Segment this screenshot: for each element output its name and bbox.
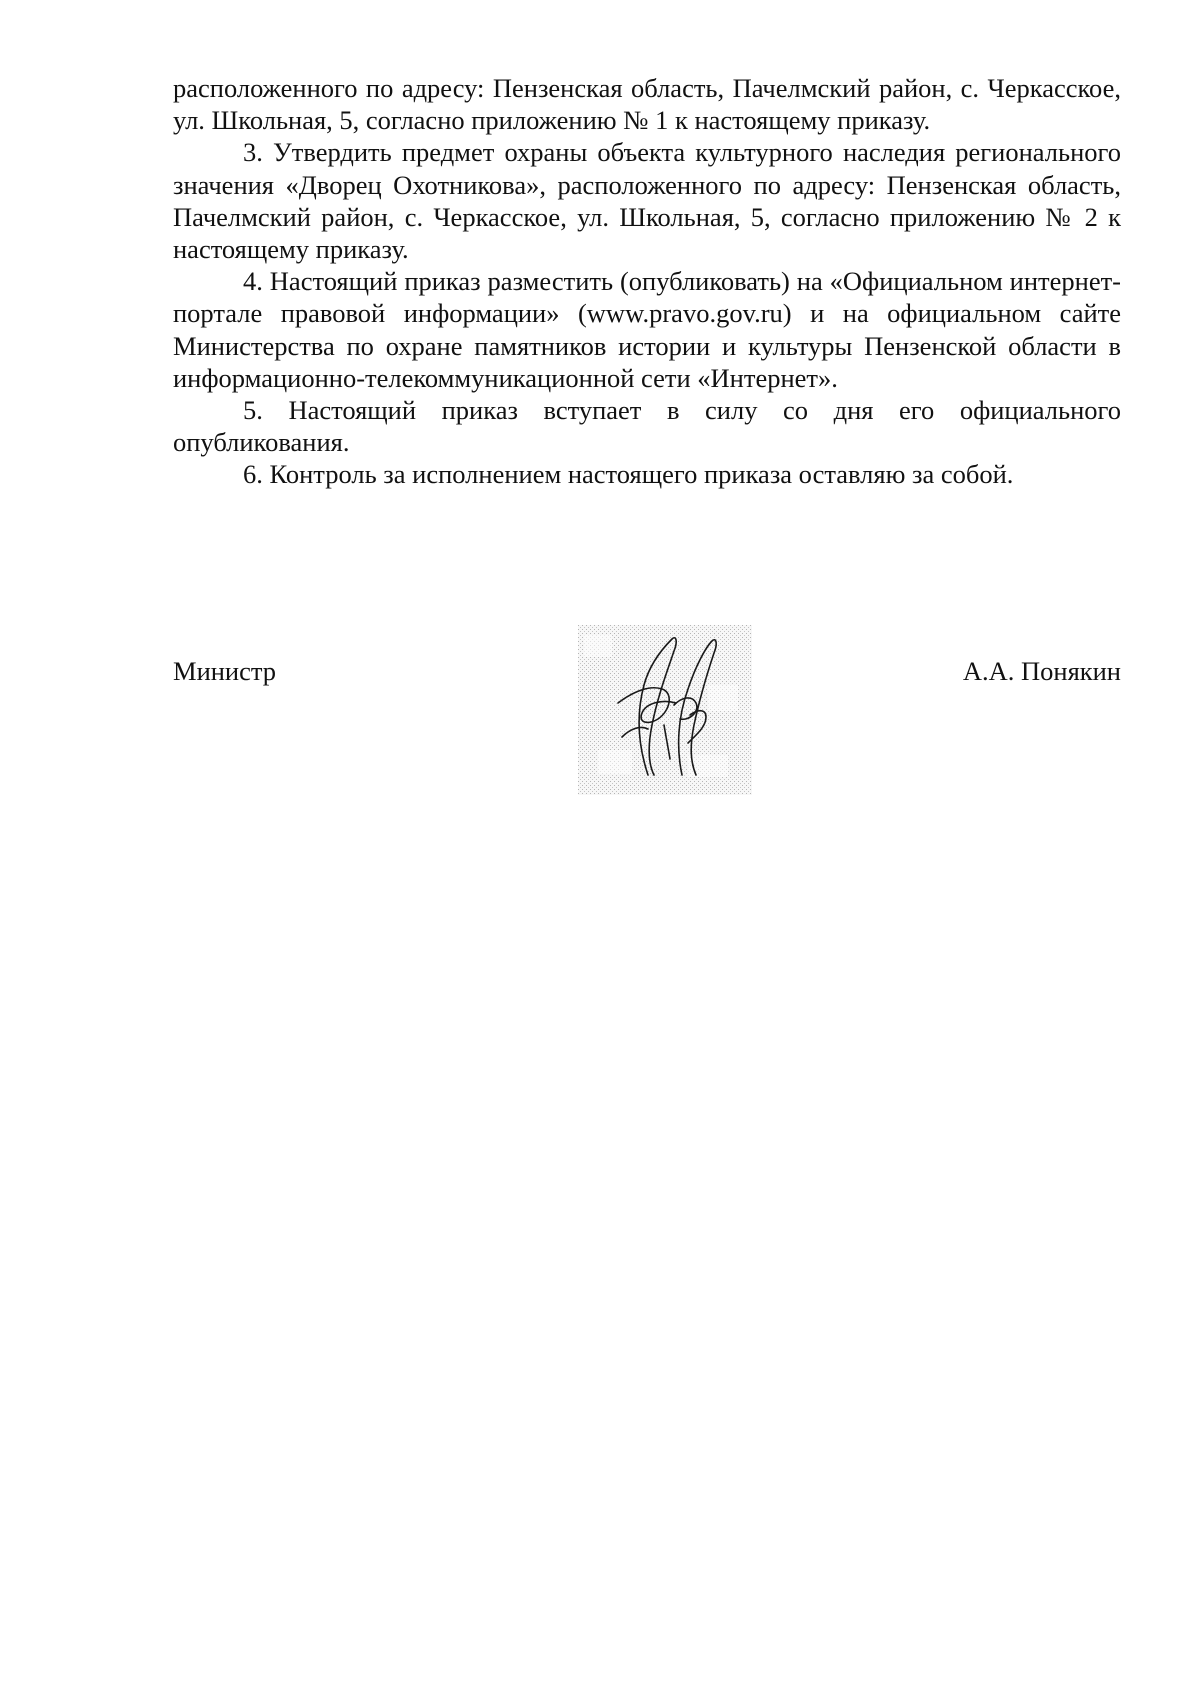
signer-position: Министр [173, 656, 277, 686]
paragraph-item-3: 3. Утвердить предмет охраны объекта культурного наследия регионального значения «Дворец Охотникова», расположенного по адресу: Пензенская область, Пачелмский район, с. Черкасское, ул. Школьная, 5, согласно приложению № 2 к настоящему приказу. [173, 137, 1121, 265]
paragraph-item-4: 4. Настоящий приказ разместить (опубликовать) на «Официальном интернет-портале правовой информации» (www.pravo.gov.ru) и на официальном сайте Министерства по охране памятников истории и культуры Пензенской области в информационно-телекоммуникационной сети «Интернет». [173, 266, 1121, 393]
paragraph-item-6: 6. Контроль за исполнением настоящего приказа оставляю за собой. [243, 459, 1014, 490]
paragraph-continuation: расположенного по адресу: Пензенская область, Пачелмский район, с. Черкасское, ул. Школьная, 5, согласно приложению № 1 к настоящему приказу. [173, 73, 1121, 136]
signer-name: А.А. Понякин [962, 656, 1121, 686]
signature-block [173, 655, 1121, 695]
paragraph-item-5: 5. Настоящий приказ вступает в силу со дня его официального опубликования. [173, 395, 1121, 458]
signature-image [578, 625, 752, 795]
document-body [173, 72, 1121, 491]
